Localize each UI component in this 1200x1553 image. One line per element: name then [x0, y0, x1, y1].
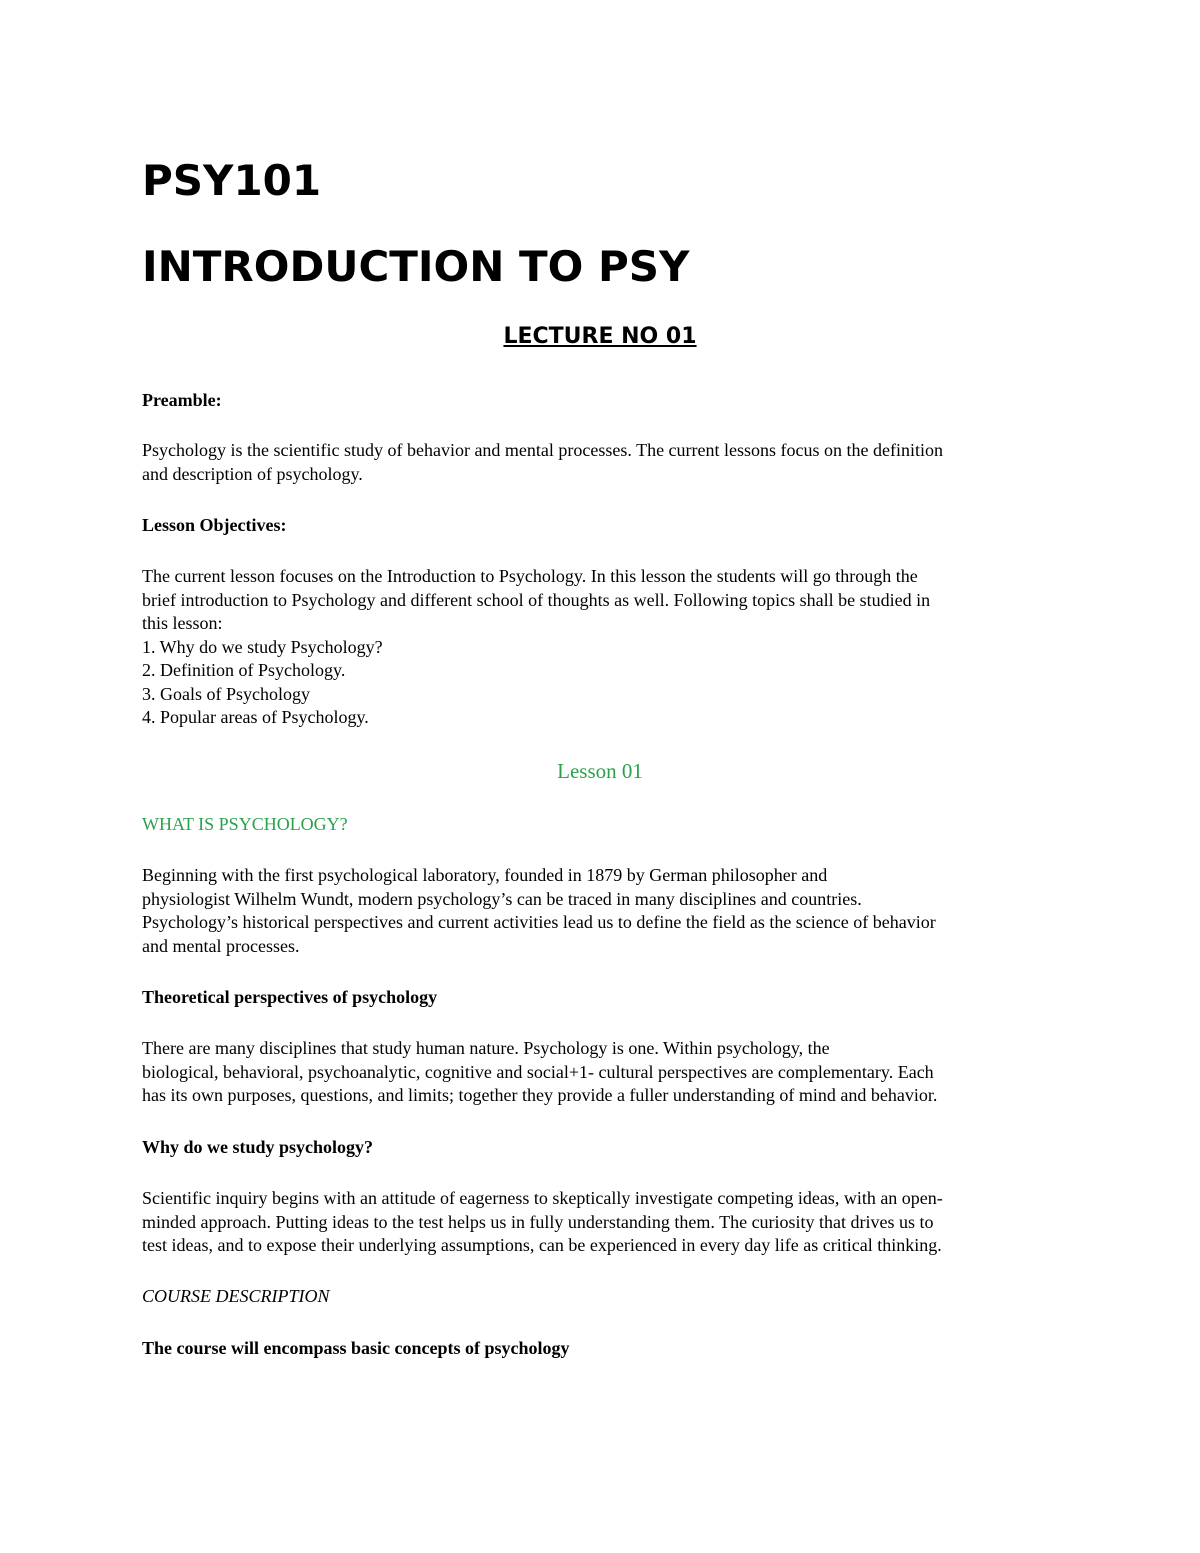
lecture-heading-wrap — [0, 324, 1200, 349]
why-study-line: Scientific inquiry begins with an attitude of eagerness to skeptically investigate competing ideas, with an open- — [142, 1188, 943, 1208]
preamble-line: and description of psychology. — [142, 463, 363, 484]
lesson-intro-line: physiologist Wilhelm Wundt, modern psychology’s can be traced in many disciplines and countries. — [142, 888, 862, 909]
course-code: PSY101 — [142, 156, 322, 205]
objectives-text — [142, 565, 1062, 730]
section-heading: WHAT IS PSYCHOLOGY? — [142, 814, 348, 834]
theoretical-line: There are many disciplines that study human nature. Psychology is one. Within psychology, the — [142, 1038, 830, 1058]
why-study-line: test ideas, and to expose their underlying assumptions, can be experienced in every day life as critical thinking. — [142, 1235, 942, 1255]
objectives-line: brief introduction to Psychology and different school of thoughts as well. Following topics shall be studied in — [142, 589, 931, 610]
objective-item: 3. Goals of Psychology — [142, 683, 310, 704]
lesson-intro-line: and mental processes. — [142, 935, 300, 956]
theoretical-text — [142, 1037, 1062, 1108]
theoretical-line: biological, behavioral, psychoanalytic, cognitive and social+1- cultural perspectives are complementary. Each — [142, 1061, 934, 1082]
preamble-heading: Preamble: — [142, 390, 222, 410]
why-study-heading: Why do we study psychology? — [142, 1137, 374, 1157]
preamble-line: Psychology is the scientific study of behavior and mental processes. The current lessons focus on the definition — [142, 440, 943, 460]
theoretical-heading: Theoretical perspectives of psychology — [142, 987, 438, 1007]
objectives-heading: Lesson Objectives: — [142, 515, 287, 535]
objectives-line: The current lesson focuses on the Introduction to Psychology. In this lesson the students will go through the — [142, 566, 918, 586]
course-description-label: COURSE DESCRIPTION — [142, 1286, 330, 1306]
objective-item: 1. Why do we study Psychology? — [142, 636, 383, 657]
objective-item: 4. Popular areas of Psychology. — [142, 707, 369, 727]
lesson-intro-text — [142, 864, 1062, 958]
why-study-line: minded approach. Putting ideas to the test helps us in fully understanding them. The curiosity that drives us to — [142, 1211, 934, 1232]
objective-item: 2. Definition of Psychology. — [142, 660, 346, 680]
preamble-text — [142, 439, 1062, 486]
theoretical-line: has its own purposes, questions, and limits; together they provide a fuller understanding of mind and behavior. — [142, 1085, 938, 1105]
course-title: INTRODUCTION TO PSY — [142, 242, 690, 291]
objectives-line: this lesson: — [142, 613, 223, 633]
lesson-intro-line: Beginning with the first psychological laboratory, founded in 1879 by German philosopher and — [142, 865, 828, 885]
lecture-heading: LECTURE NO 01 — [503, 324, 697, 349]
lesson-title: Lesson 01 — [557, 759, 643, 783]
why-study-text — [142, 1187, 1062, 1258]
course-description-statement: The course will encompass basic concepts of psychology — [142, 1338, 570, 1358]
lesson-intro-line: Psychology’s historical perspectives and current activities lead us to define the field as the science of behavior — [142, 912, 936, 932]
